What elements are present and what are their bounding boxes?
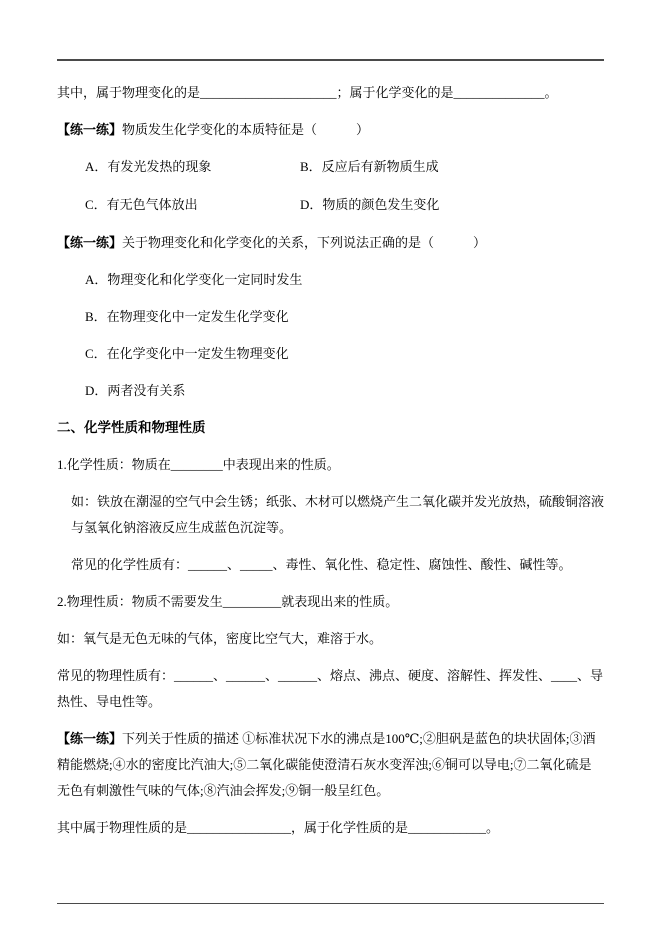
practice1-options-row-1 (57, 154, 604, 180)
practice1-label: 【练一练】 (57, 122, 123, 137)
practice1-option-c: C．有无色气体放出 (85, 197, 198, 212)
practice1-question-line (57, 117, 604, 143)
practice1-options-row-2 (57, 192, 604, 218)
practice2-option-d: D．两者没有关系 (85, 383, 186, 398)
document-content (57, 80, 604, 852)
practice3-question-line (57, 726, 604, 804)
practice2-option-a: A．物理变化和化学变化一定同时发生 (85, 272, 303, 287)
section2-title: 二、化学性质和物理性质 (57, 420, 206, 435)
fill-blank-property-types: 其中属于物理性质的是________________，属于化学性质的是____________。 (57, 820, 500, 835)
header-divider (57, 59, 604, 61)
footer-divider (57, 903, 604, 904)
physical-property-definition: 2.物理性质：物质不需要发生_________就表现出来的性质。 (57, 594, 399, 609)
practice3-label: 【练一练】 (57, 731, 123, 746)
practice1-option-b: B．反应后有新物质生成 (300, 159, 439, 174)
chemical-property-examples: 如：铁放在潮湿的空气中会生锈；纸张、木材可以燃烧产生二氧化碳并发光放热，硫酸铜溶液与氢氧化钠溶液反应生成蓝色沉淀等。 (71, 494, 605, 535)
physical-property-examples: 如：氧气是无色无味的气体，密度比空气大，难溶于水。 (57, 631, 383, 646)
practice2-label: 【练一练】 (57, 235, 123, 250)
practice2-option-c: C．在化学变化中一定发生物理变化 (85, 346, 289, 361)
chemical-property-common-list: 常见的化学性质有：______、_____、毒性、氧化性、稳定性、腐蚀性、酸性、碱性等。 (71, 557, 572, 572)
practice1-option-a: A．有发光发热的现象 (85, 159, 212, 174)
practice2-question: 关于物理变化和化学变化的关系，下列说法正确的是（ ） (122, 235, 487, 250)
practice1-question: 物质发生化学变化的本质特征是（ ） (122, 122, 370, 137)
chemical-property-definition: 1.化学性质：物质在________中表现出来的性质。 (57, 457, 340, 472)
physical-property-common-list: 常见的物理性质有：______、______、______、熔点、沸点、硬度、溶解性、挥发性、____、导热性、导电性等。 (57, 668, 604, 709)
practice3-question: 下列关于性质的描述 ①标准状况下水的沸点是100℃;②胆矾是蓝色的块状固体;③酒精能燃烧;④水的密度比汽油大;⑤二氧化碳能使澄清石灰水变浑浊;⑥铜可以导电;⑦二氧化硫是无色有刺激性气味的气体;⑧汽油会挥发;⑨铜一般呈红色。 (57, 731, 596, 798)
practice2-option-b: B．在物理变化中一定发生化学变化 (85, 309, 289, 324)
practice1-option-d: D．物质的颜色发生变化 (300, 197, 440, 212)
practice2-question-line (57, 230, 604, 256)
fill-blank-change-types: 其中，属于物理变化的是_____________________；属于化学变化的是______________。 (57, 85, 558, 100)
